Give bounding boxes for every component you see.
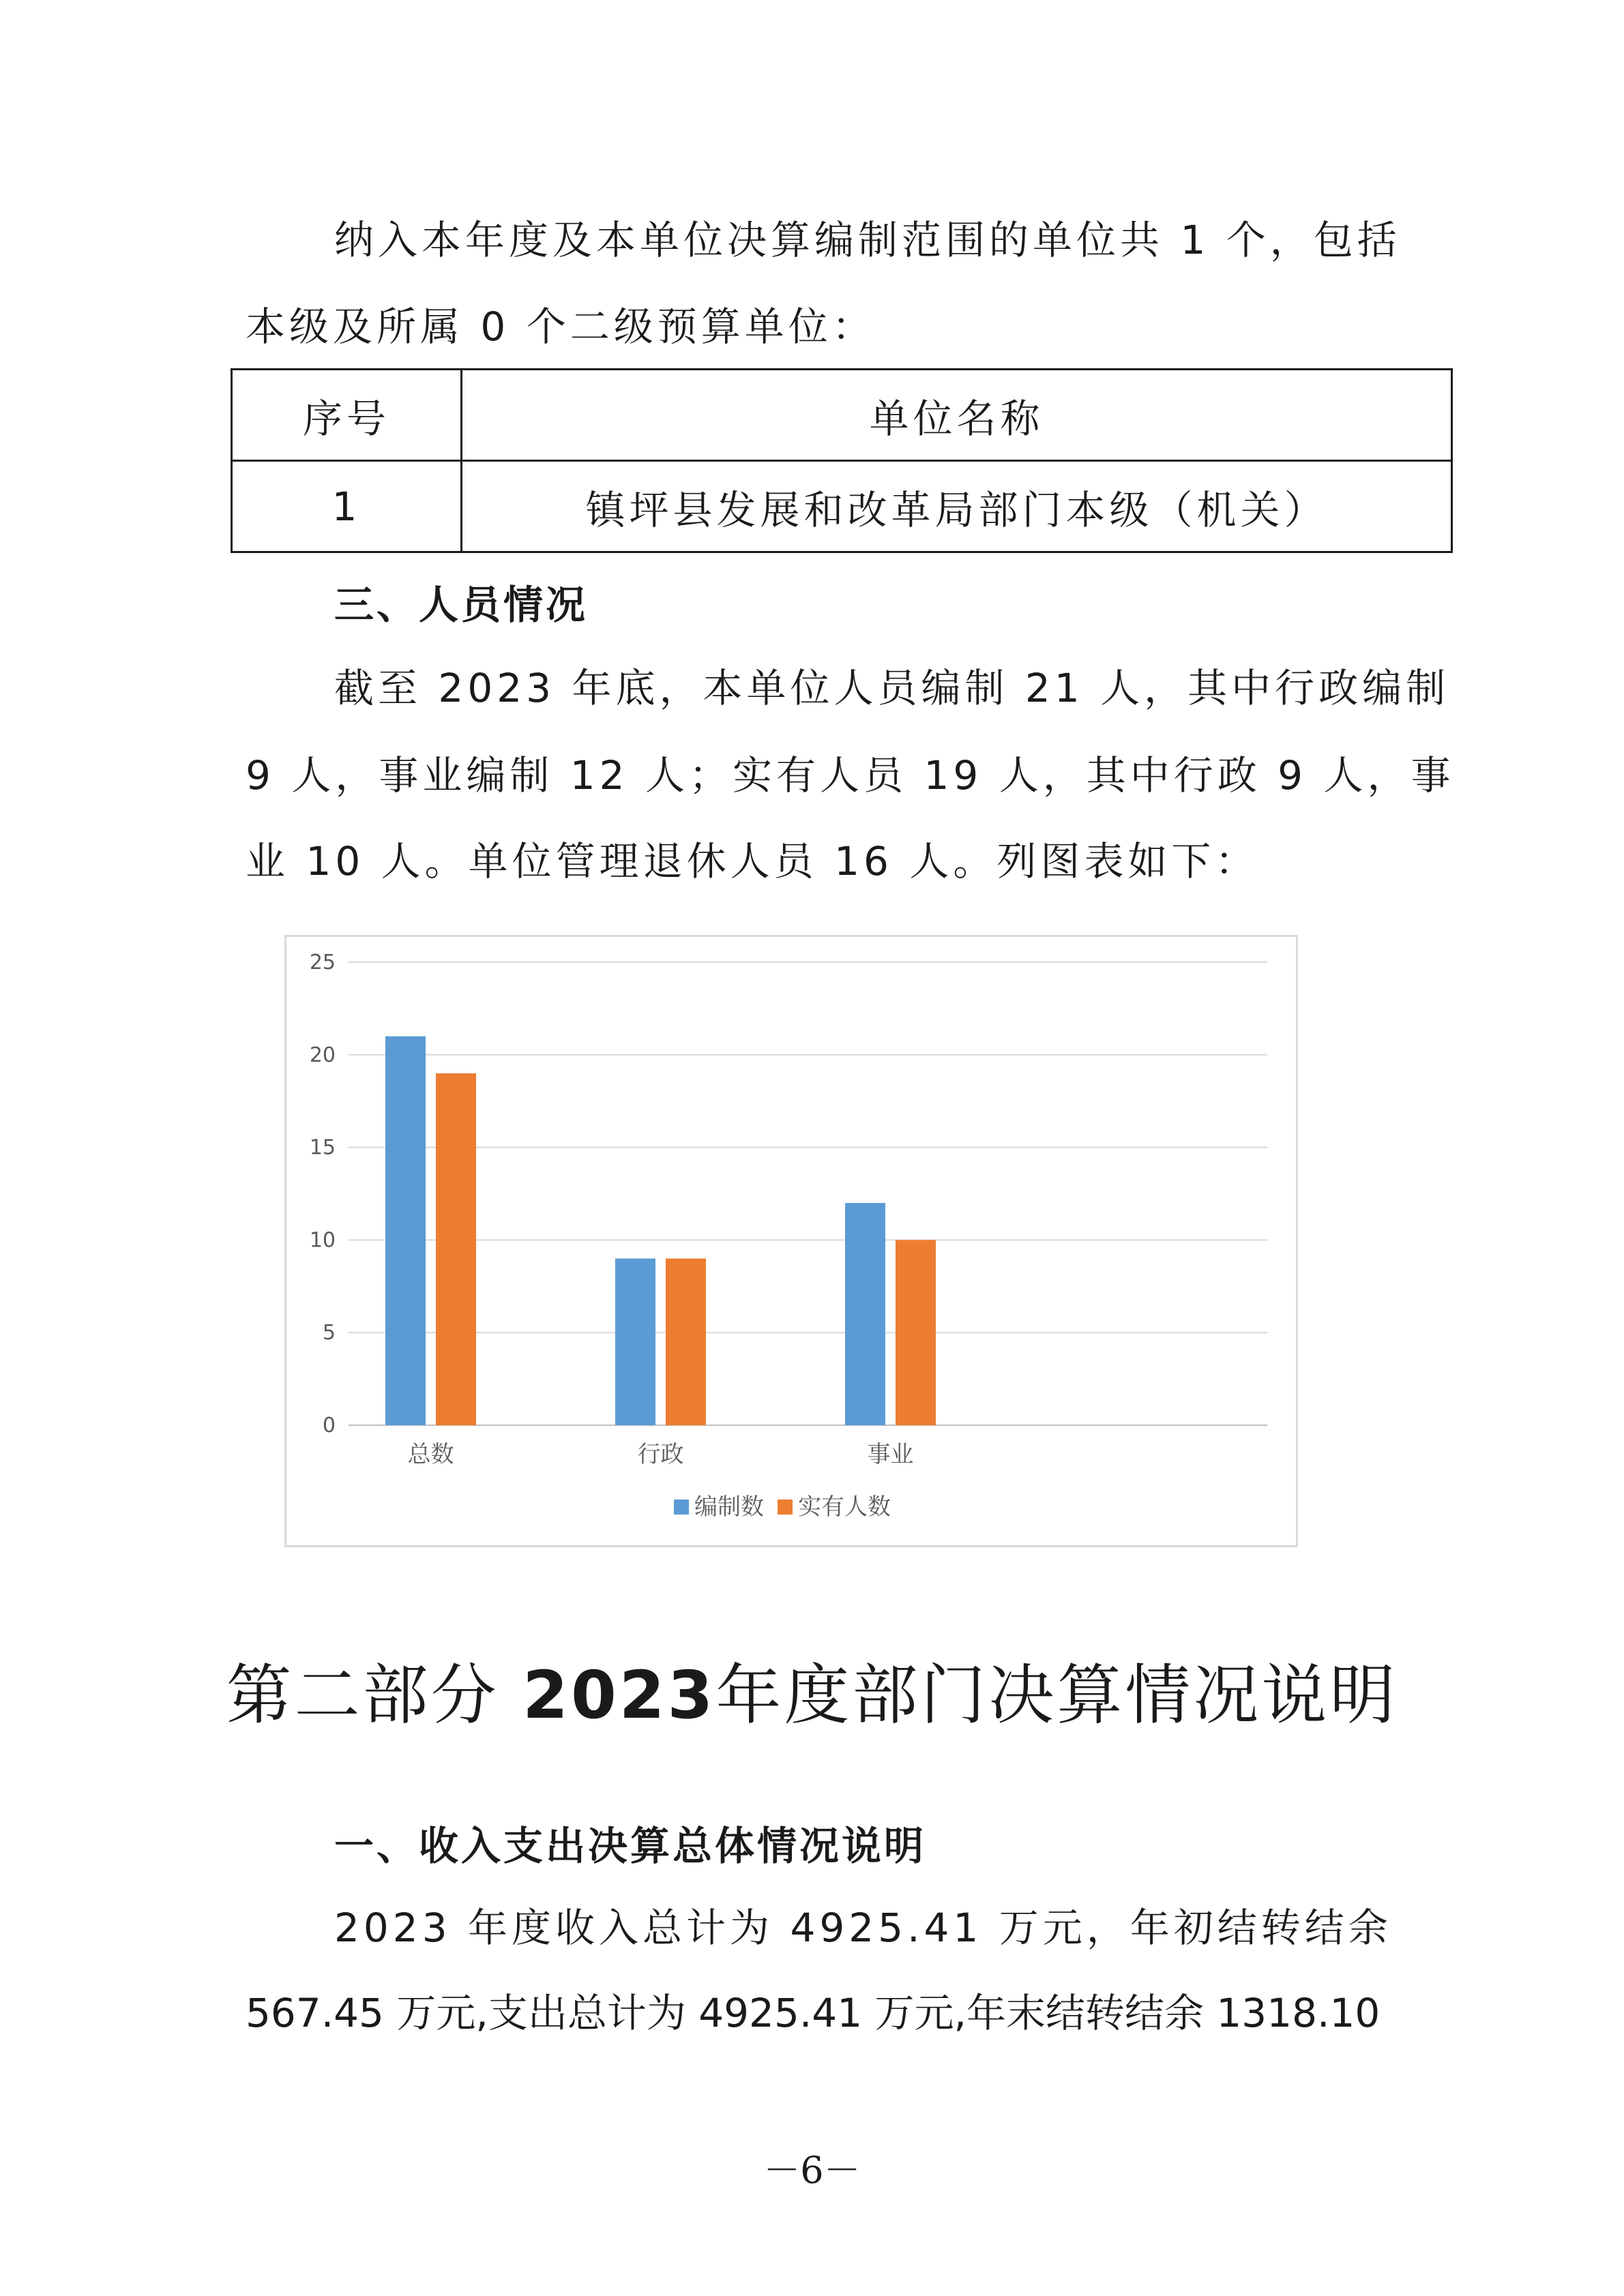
section-3-line-2: 9 人，事业编制 12 人；实有人员 19 人，其中行政 9 人，事 xyxy=(246,752,1455,799)
chart-canvas xyxy=(286,937,1296,1545)
bar xyxy=(615,1259,655,1425)
legend-swatch xyxy=(778,1500,793,1515)
header-serial-number: 序号 xyxy=(232,370,462,461)
bar xyxy=(385,1037,426,1425)
y-tick-label: 20 xyxy=(309,1043,336,1067)
legend-label: 编制数 xyxy=(694,1493,764,1521)
page-number: －6－ xyxy=(763,2149,861,2192)
bar xyxy=(666,1259,706,1425)
row-serial-number: 1 xyxy=(232,461,462,552)
section-1-line-2: 567.45 万元,支出总计为 4925.41 万元,年末结转结余 1318.10 xyxy=(246,1990,1381,2036)
staff-bar-chart xyxy=(284,935,1298,1547)
unit-table xyxy=(231,368,1453,553)
header-unit-name: 单位名称 xyxy=(462,370,1452,461)
x-tick-label: 总数 xyxy=(407,1441,454,1468)
y-tick-label: 5 xyxy=(322,1321,336,1345)
x-tick-label: 事业 xyxy=(867,1441,914,1468)
y-tick-label: 0 xyxy=(322,1414,336,1437)
x-tick-label: 行政 xyxy=(637,1441,684,1468)
intro-line-2: 本级及所属 0 个二级预算单位： xyxy=(246,303,876,350)
part-title-year: 2023 xyxy=(522,1657,716,1733)
bar xyxy=(845,1203,885,1425)
section-3-heading: 三、人员情况 xyxy=(334,582,589,628)
part-title-suffix: 年度部门决算情况说明 xyxy=(715,1657,1398,1733)
bar xyxy=(896,1240,936,1425)
y-tick-label: 15 xyxy=(309,1135,336,1160)
y-tick-label: 25 xyxy=(309,951,336,974)
section-3-line-3: 业 10 人。单位管理退休人员 16 人。列图表如下： xyxy=(246,838,1259,884)
intro-line-1: 纳入本年度及本单位决算编制范围的单位共 1 个，包括 xyxy=(334,217,1401,263)
section-3-line-1: 截至 2023 年底，本单位人员编制 21 人，其中行政编制 xyxy=(334,665,1450,711)
bar xyxy=(436,1073,476,1425)
table-row xyxy=(232,461,1452,552)
y-tick-label: 10 xyxy=(309,1228,336,1253)
unit-table-header-row xyxy=(232,370,1452,461)
legend-label: 实有人数 xyxy=(798,1493,891,1521)
section-1-heading: 一、收入支出决算总体情况说明 xyxy=(334,1823,927,1869)
row-unit-name: 镇坪县发展和改革局部门本级（机关） xyxy=(462,461,1452,552)
section-1-line-1: 2023 年度收入总计为 4925.41 万元，年初结转结余 xyxy=(334,1905,1392,1951)
part-two-title xyxy=(0,1643,1624,1737)
part-title-prefix: 第二部分 xyxy=(226,1657,499,1733)
legend-swatch xyxy=(674,1500,689,1515)
